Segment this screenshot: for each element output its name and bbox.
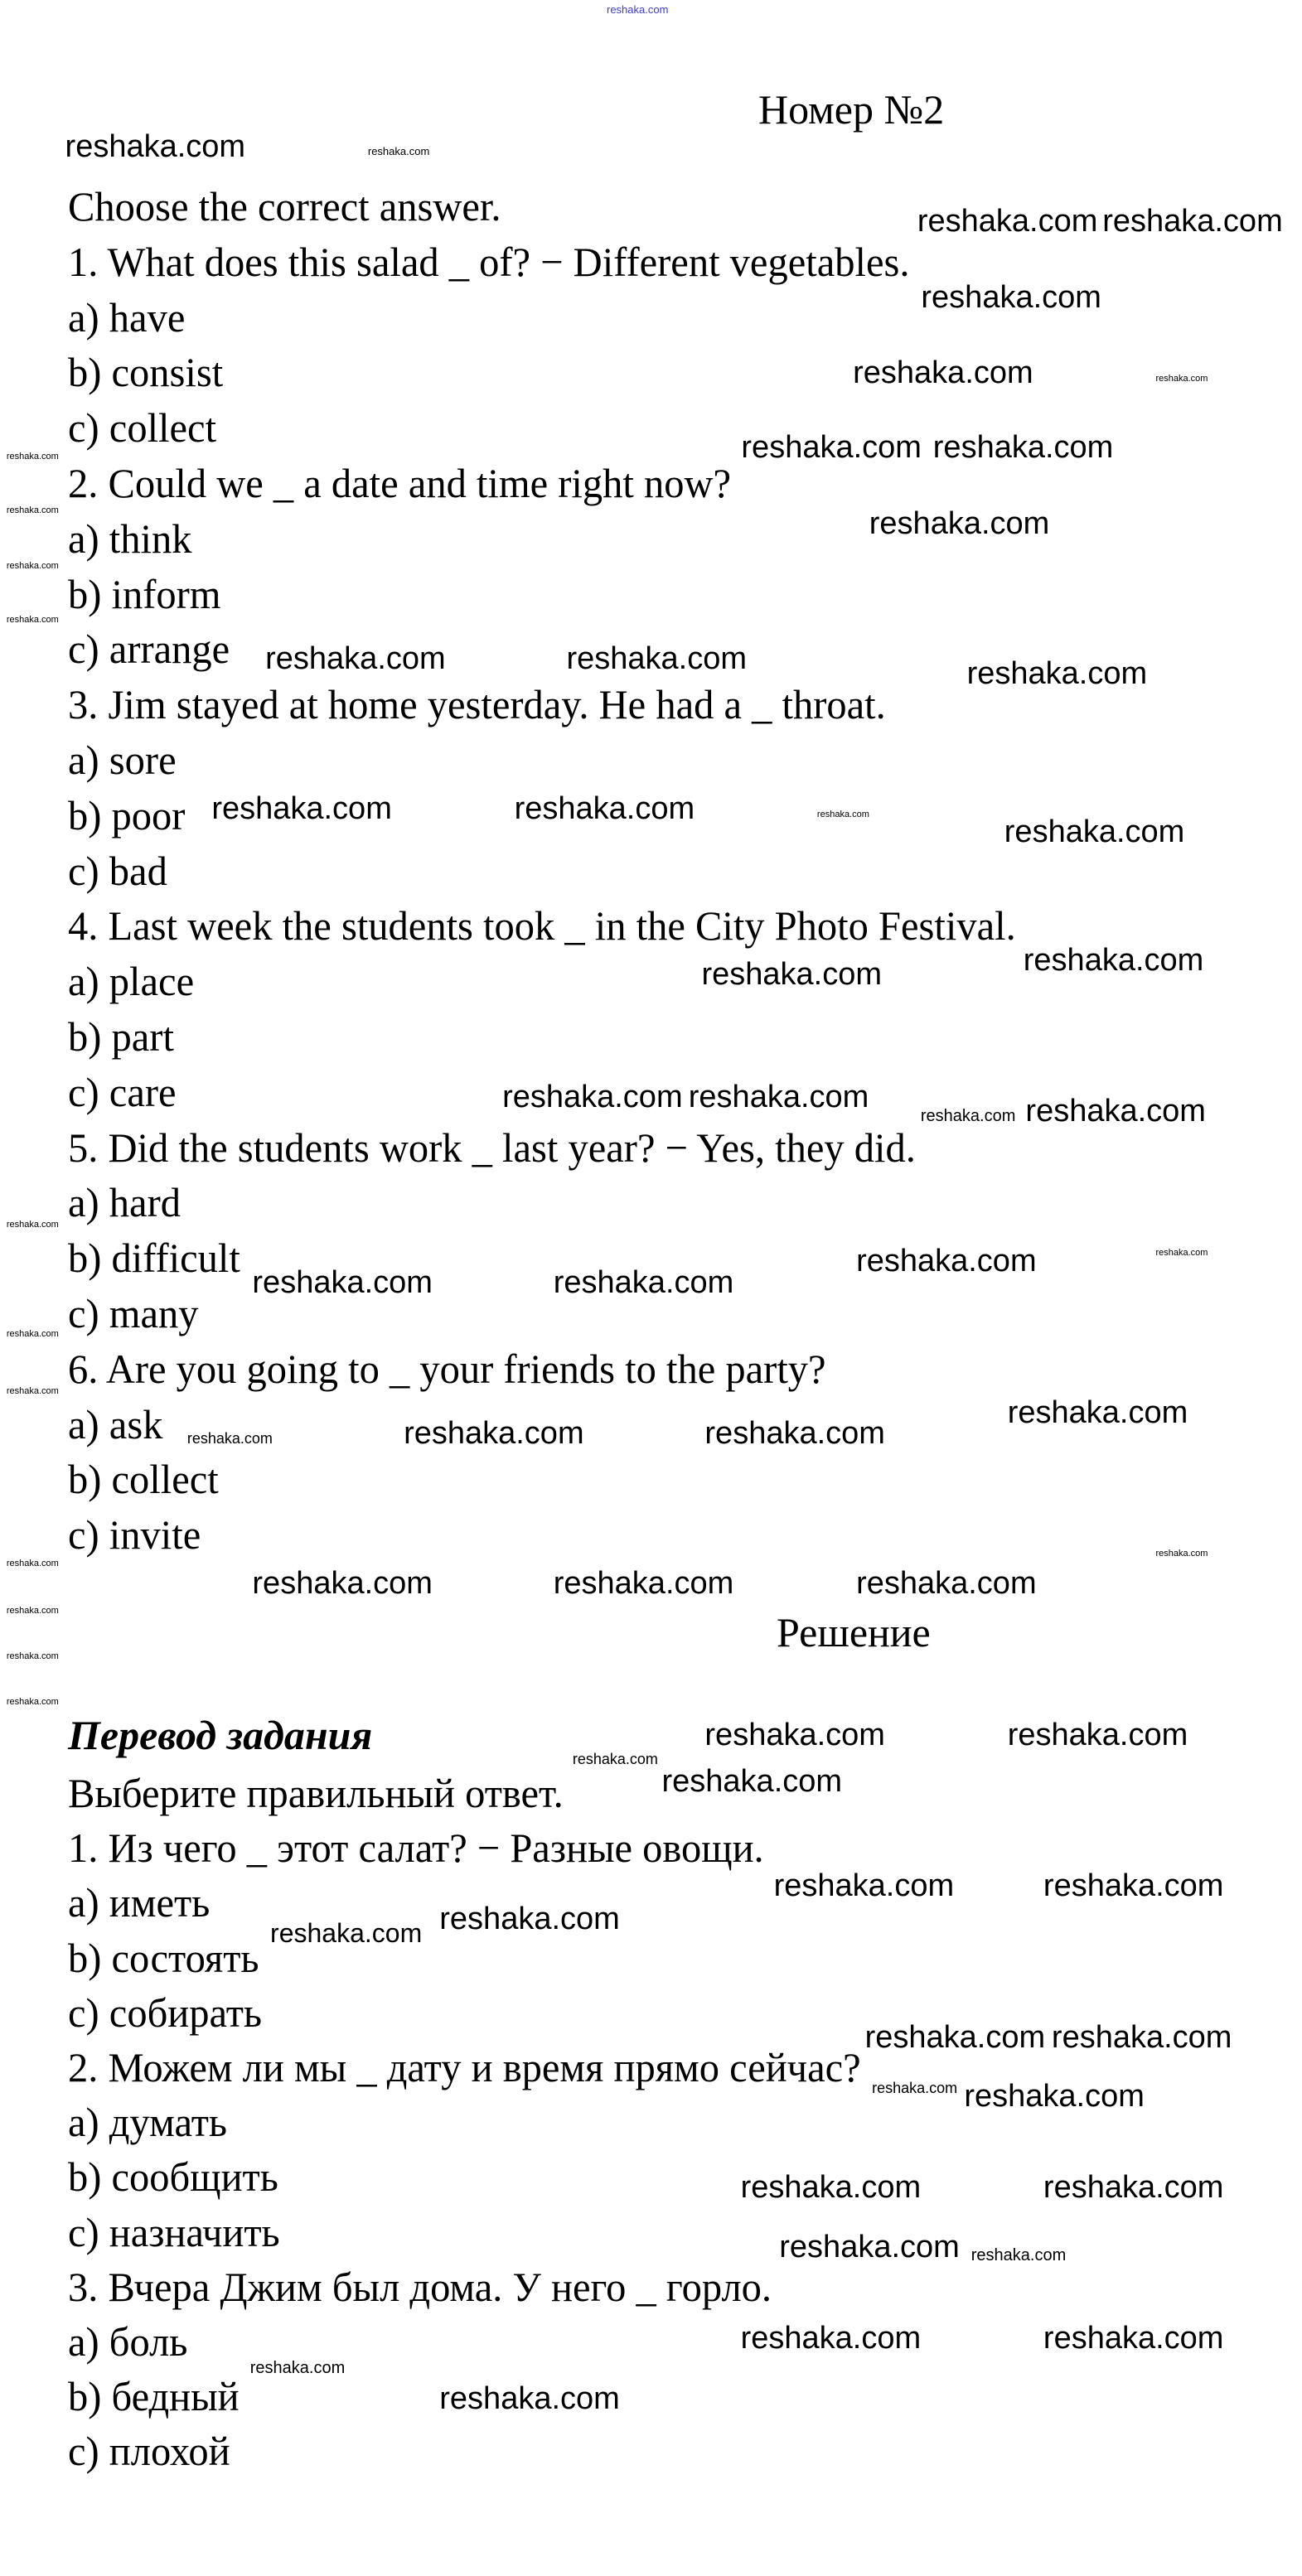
watermark: reshaka.com bbox=[920, 1107, 1016, 1126]
task-line: a) think bbox=[68, 515, 192, 562]
watermark: reshaka.com bbox=[816, 810, 869, 820]
translation-line: b) сообщить bbox=[68, 2153, 278, 2201]
watermark: reshaka.com bbox=[740, 2321, 922, 2356]
watermark: reshaka.com bbox=[1004, 814, 1185, 849]
task-line: 4. Last week the students took _ in the City Photo Festival. bbox=[68, 902, 1016, 950]
watermark: reshaka.com bbox=[265, 641, 446, 677]
watermark: reshaka.com bbox=[553, 1565, 734, 1601]
watermark: reshaka.com bbox=[249, 2358, 346, 2377]
watermark: reshaka.com bbox=[1155, 1247, 1208, 1258]
task-line: a) sore bbox=[68, 737, 177, 783]
watermark: reshaka.com bbox=[701, 956, 883, 992]
watermark: reshaka.com bbox=[1051, 2019, 1232, 2055]
watermark: reshaka.com bbox=[966, 656, 1148, 692]
task-line: b) consist bbox=[68, 349, 224, 396]
translation-line: 3. Вчера Джим был дома. У него _ горло. bbox=[68, 2263, 772, 2310]
translation-line: 2. Можем ли мы _ дату и время прямо сейчас? bbox=[68, 2044, 861, 2090]
translation-line: 1. Из чего _ этот салат? − Разные овощи. bbox=[68, 1824, 764, 1872]
task-line: 5. Did the students work _ last year? − Yes, they did. bbox=[68, 1124, 916, 1171]
translation-line: b) состоять bbox=[68, 1934, 259, 1981]
watermark: reshaka.com bbox=[917, 204, 1098, 239]
translation-line: c) плохой bbox=[68, 2428, 230, 2475]
watermark: reshaka.com bbox=[211, 791, 392, 827]
watermark: reshaka.com bbox=[252, 1264, 433, 1300]
watermark: reshaka.com bbox=[932, 430, 1114, 466]
watermark: reshaka.com bbox=[553, 1264, 734, 1300]
task-line: b) inform bbox=[68, 570, 221, 617]
watermark: reshaka.com bbox=[439, 2380, 620, 2416]
watermark: reshaka.com bbox=[856, 1565, 1037, 1601]
watermark: reshaka.com bbox=[6, 1650, 59, 1661]
watermark: reshaka.com bbox=[186, 1430, 273, 1447]
watermark: reshaka.com bbox=[6, 452, 59, 462]
task-line: c) invite bbox=[68, 1511, 201, 1559]
watermark: reshaka.com bbox=[773, 1868, 955, 1904]
translation-heading: Перевод задания bbox=[68, 1712, 373, 1758]
watermark: reshaka.com bbox=[6, 1696, 59, 1707]
watermark: reshaka.com bbox=[1102, 204, 1283, 239]
watermark: reshaka.com bbox=[572, 1751, 658, 1768]
task-line: b) part bbox=[68, 1013, 174, 1060]
watermark: reshaka.com bbox=[1025, 1094, 1206, 1129]
watermark: reshaka.com bbox=[566, 641, 748, 677]
watermark: reshaka.com bbox=[6, 505, 59, 516]
watermark: reshaka.com bbox=[704, 1416, 885, 1452]
watermark: reshaka.com bbox=[439, 1901, 620, 1936]
watermark: reshaka.com bbox=[1043, 2321, 1224, 2356]
watermark: reshaka.com bbox=[779, 2230, 960, 2265]
translation-line: a) иметь bbox=[68, 1879, 211, 1926]
watermark: reshaka.com bbox=[404, 1416, 584, 1452]
watermark: reshaka.com bbox=[1155, 374, 1208, 384]
watermark: reshaka.com bbox=[270, 1918, 423, 1949]
watermark: reshaka.com bbox=[869, 506, 1050, 542]
solution-title: Решение bbox=[777, 1609, 931, 1655]
watermark: reshaka.com bbox=[1007, 1394, 1188, 1430]
task-line: a) have bbox=[68, 293, 186, 341]
watermark: reshaka.com bbox=[688, 1080, 869, 1115]
watermark: reshaka.com bbox=[6, 560, 59, 571]
watermark: reshaka.com bbox=[970, 2246, 1067, 2265]
watermark: reshaka.com bbox=[6, 1328, 59, 1339]
task-line: c) many bbox=[68, 1290, 199, 1336]
watermark: reshaka.com bbox=[1043, 1868, 1224, 1904]
page-title: Номер №2 bbox=[758, 86, 945, 133]
task-instruction: Choose the correct answer. bbox=[68, 183, 501, 230]
watermark: reshaka.com bbox=[6, 1220, 59, 1230]
watermark: reshaka.com bbox=[6, 614, 59, 625]
translation-instruction: Выберите правильный ответ. bbox=[68, 1770, 564, 1816]
watermark: reshaka.com bbox=[1023, 942, 1204, 978]
translation-line: c) собирать bbox=[68, 1989, 263, 2036]
watermark: reshaka.com bbox=[502, 1080, 683, 1115]
translation-line: a) думать bbox=[68, 2099, 228, 2146]
watermark: reshaka.com bbox=[872, 2079, 958, 2096]
task-line: c) bad bbox=[68, 847, 167, 894]
watermark: reshaka.com bbox=[704, 1717, 885, 1752]
watermark: reshaka.com bbox=[1007, 1717, 1188, 1752]
task-line: 2. Could we _ a date and time right now? bbox=[68, 460, 732, 506]
watermark: reshaka.com bbox=[6, 1385, 59, 1396]
watermark: reshaka.com bbox=[921, 280, 1101, 316]
task-line: c) collect bbox=[68, 404, 217, 452]
watermark: reshaka.com bbox=[514, 791, 695, 827]
watermark: reshaka.com bbox=[65, 128, 246, 164]
task-line: b) collect bbox=[68, 1456, 219, 1503]
watermark: reshaka.com bbox=[853, 355, 1033, 390]
task-line: a) place bbox=[68, 958, 195, 1005]
task-line: 1. What does this salad _ of? − Different vegetables. bbox=[68, 238, 910, 285]
translation-line: a) боль bbox=[68, 2318, 188, 2365]
task-line: b) difficult bbox=[68, 1235, 240, 1282]
watermark: reshaka.com bbox=[856, 1244, 1037, 1279]
watermark: reshaka.com bbox=[252, 1565, 433, 1601]
watermark: reshaka.com bbox=[741, 430, 922, 466]
translation-line: c) назначить bbox=[68, 2208, 280, 2255]
watermark: reshaka.com bbox=[864, 2019, 1046, 2055]
watermark: reshaka.com bbox=[964, 2078, 1145, 2114]
task-line: c) arrange bbox=[68, 626, 230, 673]
watermark: reshaka.com bbox=[367, 145, 430, 158]
task-line: a) hard bbox=[68, 1179, 181, 1226]
site-label[interactable]: reshaka.com bbox=[607, 3, 669, 16]
watermark: reshaka.com bbox=[661, 1763, 843, 1799]
task-line: b) poor bbox=[68, 791, 186, 839]
watermark: reshaka.com bbox=[6, 1558, 59, 1568]
translation-line: b) бедный bbox=[68, 2373, 240, 2420]
task-line: 6. Are you going to _ your friends to the party? bbox=[68, 1345, 826, 1392]
task-line: a) ask bbox=[68, 1400, 163, 1447]
watermark: reshaka.com bbox=[1155, 1549, 1208, 1559]
watermark: reshaka.com bbox=[6, 1605, 59, 1616]
task-line: c) care bbox=[68, 1068, 177, 1115]
task-line: 3. Jim stayed at home yesterday. He had a _ throat. bbox=[68, 681, 886, 728]
watermark: reshaka.com bbox=[740, 2169, 922, 2205]
watermark: reshaka.com bbox=[1043, 2169, 1224, 2205]
